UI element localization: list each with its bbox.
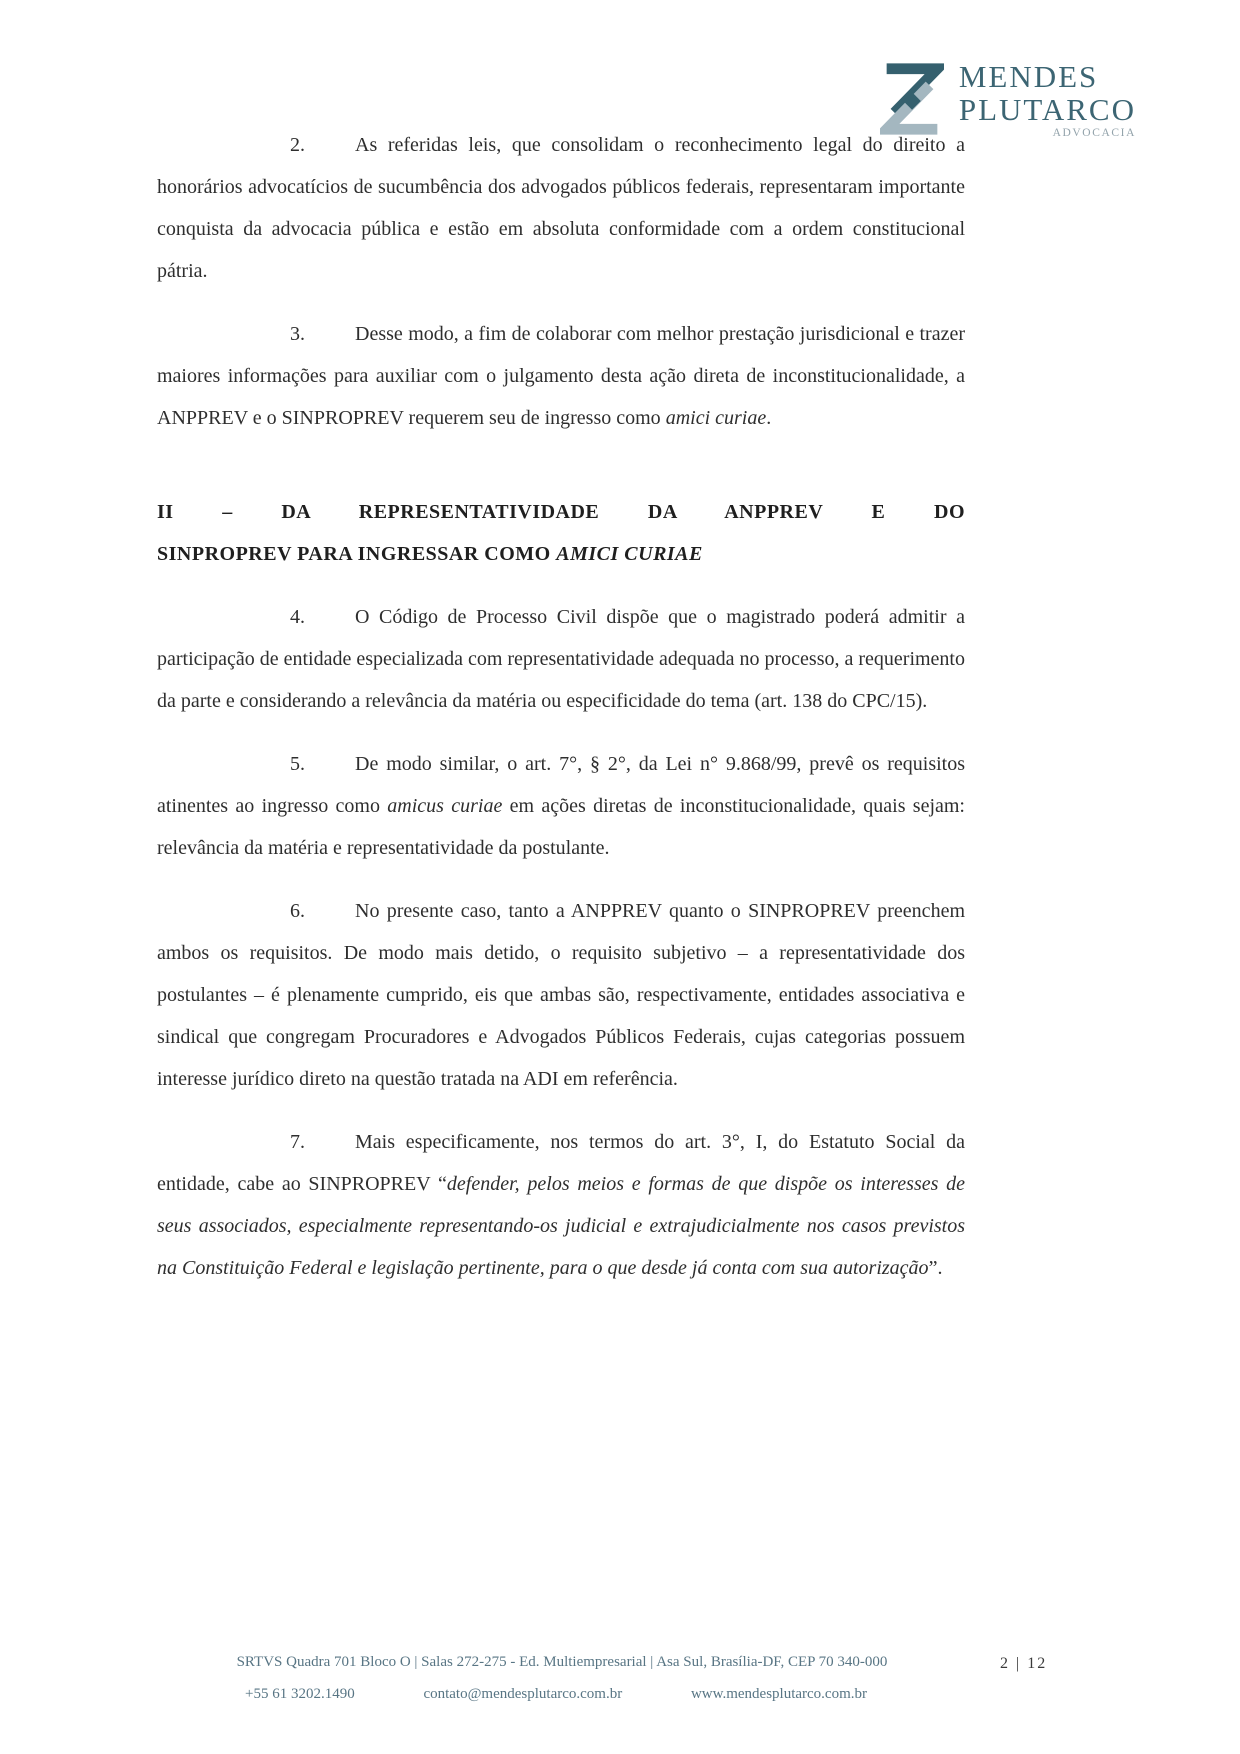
paragraph-number: 5.: [290, 753, 305, 775]
italic-text: amici curiae: [665, 407, 767, 429]
body-text: O Código de Processo Civil dispõe que o magistrado poderá admitir a participação de entidade especializada com representatividade adequada no processo, a requerimento da parte e considerando a relevância da matéria ou especificidade do tema (art. 138 do CPC/15).: [157, 606, 965, 712]
logo-name-line1: MENDES: [958, 59, 1099, 94]
body-text: Mais especificamente, nos termos do art. 3°, I, do Estatuto Social da entidade, cabe ao SINPROPREV “: [157, 1131, 965, 1195]
body-text: De modo similar, o art. 7°, § 2°, da Lei n° 9.868/99, prevê os requisitos atinentes ao ingresso como: [157, 753, 965, 817]
page-number: 2 | 12: [1000, 1655, 1048, 1672]
body-text: Desse modo, a fim de colaborar com melhor prestação jurisdicional e trazer maiores informações para auxiliar com o julgamento desta ação direta de inconstitucionalidade, a ANPPREV e o SINPROPREV requerem seu de ingresso como: [157, 323, 965, 429]
footer-website: www.mendesplutarco.com.br: [690, 1686, 867, 1702]
section-heading-line1: II – DA REPRESENTATIVIDADE DA ANPPREV E DO: [157, 501, 965, 523]
body-text: SINPROPREV PARA INGRESSAR COMO: [157, 543, 557, 565]
italic-text: AMICI CURIAE: [556, 543, 703, 565]
paragraph-number: 6.: [290, 900, 305, 922]
section-heading: [157, 491, 965, 575]
section-heading-line2: [157, 533, 965, 575]
paragraph-4: [157, 596, 965, 722]
body-text: .: [766, 407, 772, 429]
logo-name-line2: PLUTARCO: [958, 92, 1136, 127]
paragraph-6: [157, 890, 965, 1100]
body-text: em ações diretas de inconstitucionalidade, quais sejam: relevância da matéria e representatividade da postulante.: [157, 795, 965, 859]
document-body: [157, 124, 965, 1310]
logo-tagline: ADVOCACIA: [1052, 127, 1136, 139]
footer-phone: +55 61 3202.1490: [245, 1686, 355, 1702]
paragraph-number: 7.: [290, 1131, 305, 1153]
paragraph-2: [157, 124, 965, 292]
paragraph-3: [157, 313, 965, 439]
page-footer: [157, 1652, 967, 1704]
footer-address: SRTVS Quadra 701 Bloco O | Salas 272-275 - Ed. Multiempresarial | Asa Sul, Brasília-DF, CEP 70 340-000: [236, 1654, 888, 1670]
footer-email: contato@mendesplutarco.com.br: [423, 1686, 623, 1702]
italic-text: defender, pelos meios e formas de que dispõe os interesses de seus associados, especialmente representando-os judicial e extrajudicialmente nos casos previstos na Constituição Federal e legislação pertinente, para o que desde já conta com sua autorização: [157, 1173, 965, 1279]
paragraph-number: 4.: [290, 606, 305, 628]
logo-wordmark: [959, 60, 1136, 139]
paragraph-number: 2.: [290, 134, 305, 156]
footer-contacts: [157, 1672, 967, 1704]
paragraph-5: [157, 743, 965, 869]
paragraph-number: 3.: [290, 323, 305, 345]
italic-text: amicus curiae: [387, 795, 503, 817]
body-text: ”.: [928, 1257, 943, 1279]
paragraph-7: [157, 1121, 965, 1289]
body-text: No presente caso, tanto a ANPPREV quanto o SINPROPREV preenchem ambos os requisitos. De modo mais detido, o requisito subjetivo – a representatividade dos postulantes – é plenamente cumprido, eis que ambas são, respectivamente, entidades associativa e sindical que congregam Procuradores e Advogados Públicos Federais, cujas categorias possuem interesse jurídico direto na questão tratada na ADI em referência.: [157, 900, 965, 1090]
body-text: As referidas leis, que consolidam o reconhecimento legal do direito a honorários advocatícios de sucumbência dos advogados públicos federais, representaram importante conquista da advocacia pública e estão em absoluta conformidade com a ordem constitucional pátria.: [157, 134, 965, 282]
